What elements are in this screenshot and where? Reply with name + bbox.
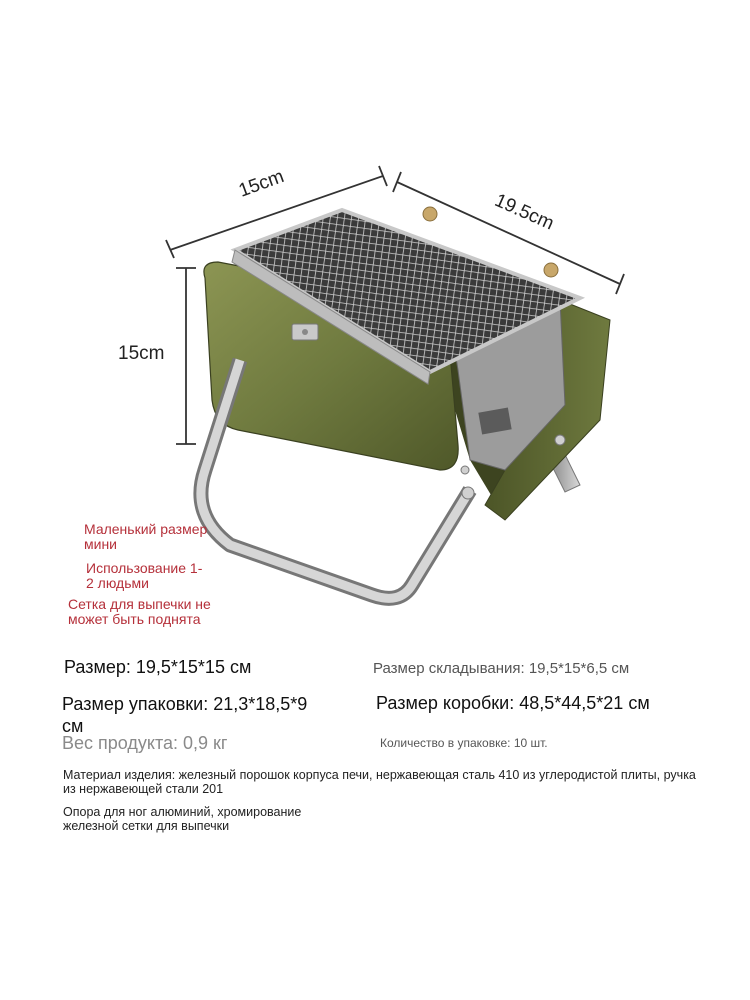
- spec-package-size: Размер упаковки: 21,3*18,5*9: [62, 694, 308, 714]
- support-description: [63, 805, 301, 833]
- spec-quantity: Количество в упаковке: 10 шт.: [380, 736, 548, 750]
- support-line-2: железной сетки для выпечки: [63, 819, 230, 833]
- spec-package-size-cut-text: см: [62, 716, 84, 736]
- feature-grill-fixed-line1: Сетка для выпечки не: [68, 596, 211, 612]
- spec-box-size: Размер коробки: 48,5*44,5*21 см: [376, 693, 650, 713]
- spec-folded-size: Размер складывания: 19,5*15*6,5 см: [373, 660, 630, 677]
- spec-size: Размер: 19,5*15*15 см: [64, 657, 252, 677]
- height-dimension-label: 15cm: [118, 343, 165, 364]
- feature-grill-fixed-line2: может быть поднята: [68, 611, 201, 627]
- spec-weight: Вес продукта: 0,9 кг: [62, 733, 228, 753]
- material-line-1: Материал изделия: железный порошок корпуса печи, нержавеющая сталь 410 из углеродистой плиты, ручка: [63, 768, 696, 782]
- depth-dimension-label: 19.5cm: [491, 190, 557, 235]
- material-description: [63, 768, 703, 796]
- material-line-2: из нержавеющей стали 201: [63, 782, 224, 796]
- width-dimension-label: 15cm: [236, 166, 287, 202]
- spec-package-size-cut: [62, 716, 84, 736]
- feature-small-size: [84, 522, 207, 552]
- feature-usage-line2: 2 людьми: [86, 575, 149, 591]
- feature-usage-line1: Использование 1-: [86, 560, 203, 576]
- support-line-1: Опора для ног алюминий, хромирование: [63, 805, 302, 819]
- feature-small-size-line2: мини: [84, 536, 117, 552]
- feature-usage: [86, 561, 202, 591]
- feature-grill-fixed: [68, 597, 211, 627]
- feature-small-size-line1: Маленький размер: [84, 521, 208, 537]
